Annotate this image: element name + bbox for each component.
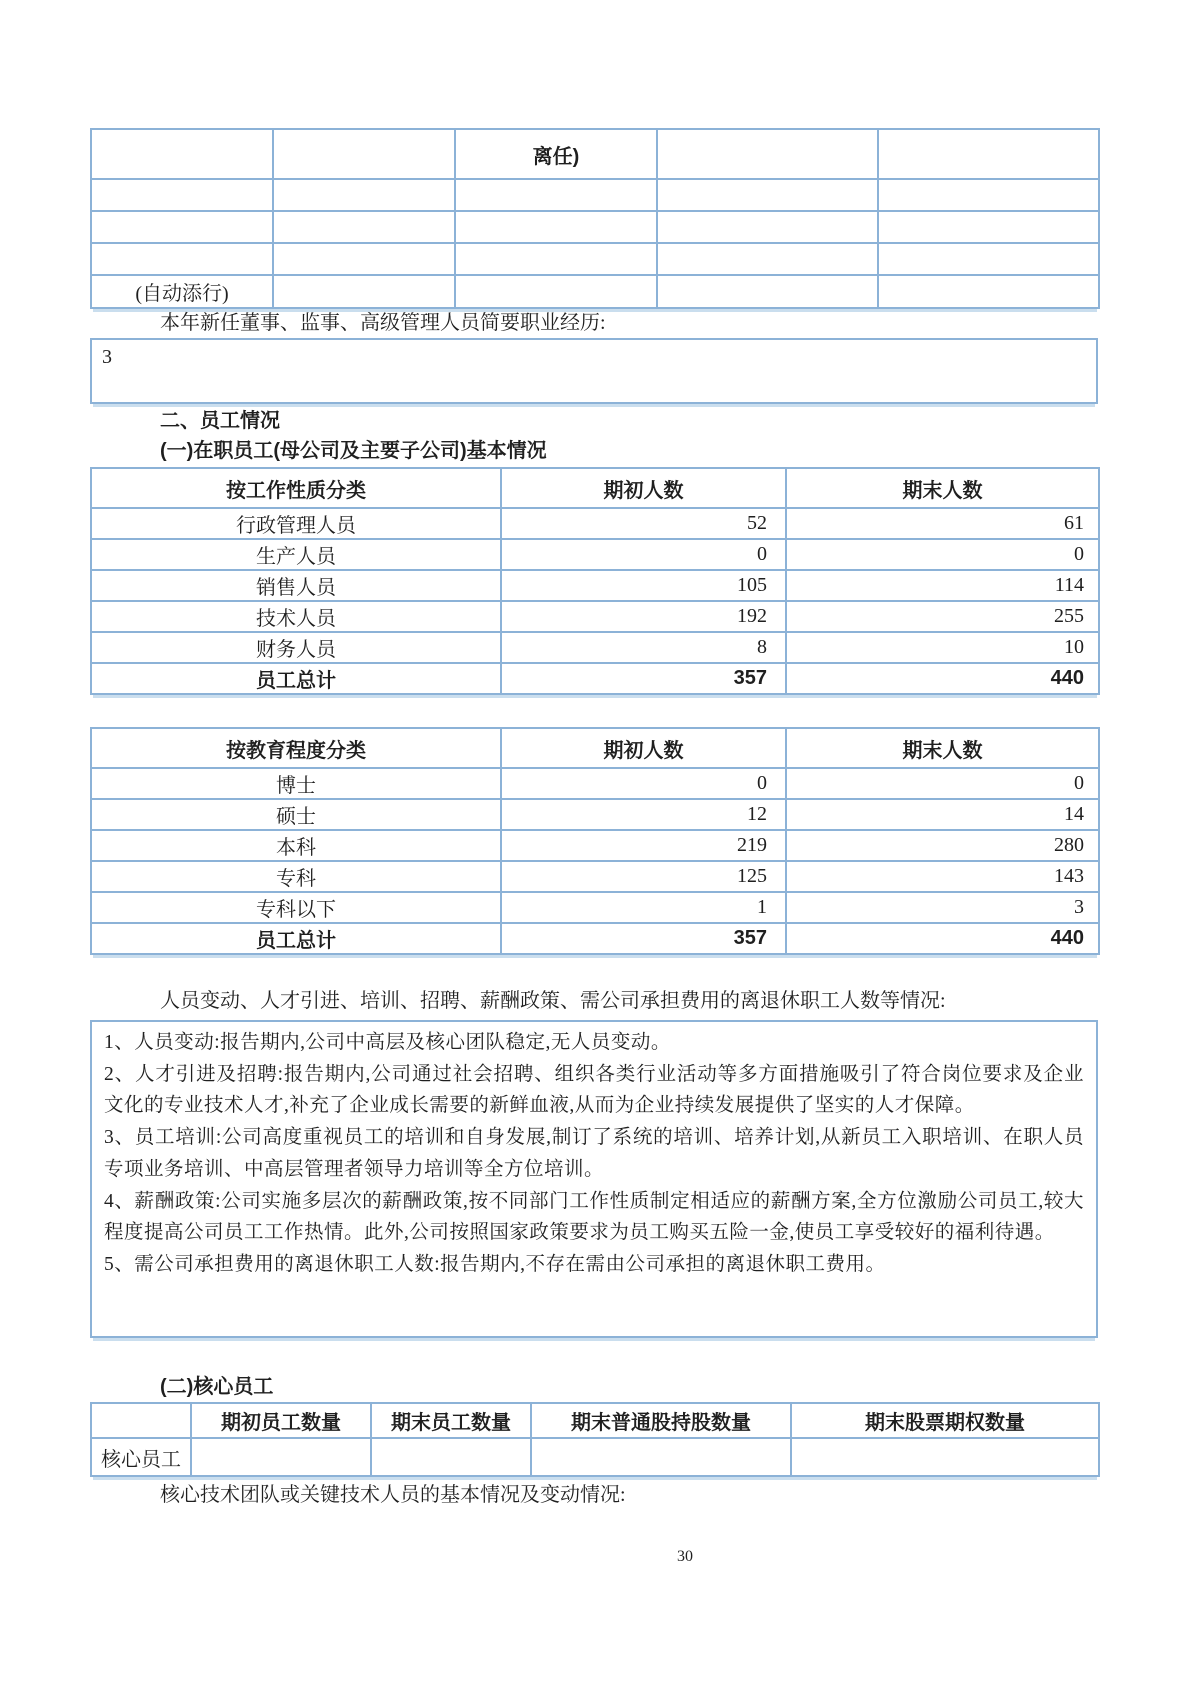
hr-policy-item: 2、人才引进及招聘:报告期内,公司通过社会招聘、组织各类行业活动等多方面措施吸引了符合岗位要求及企业文化的专业技术人才,补充了企业成长需要的新鲜血液,从而为企业持续发展提供了坚实的人才保障。 bbox=[104, 1063, 1084, 1117]
job-row-label: 行政管理人员 bbox=[91, 508, 501, 539]
edu-row-end: 280 bbox=[786, 830, 1099, 861]
job-row-end: 114 bbox=[786, 570, 1099, 601]
job-total-label: 员工总计 bbox=[91, 663, 501, 694]
edu-row-start: 12 bbox=[501, 799, 786, 830]
core-header-stock-options: 期末股票期权数量 bbox=[791, 1403, 1099, 1438]
cell-empty bbox=[791, 1438, 1099, 1476]
departure-merged-cell: 离任) bbox=[455, 129, 657, 179]
cell-empty bbox=[455, 211, 657, 243]
edu-row-end: 0 bbox=[786, 768, 1099, 799]
cell-empty bbox=[657, 129, 878, 179]
table-row bbox=[91, 539, 1099, 570]
table-row bbox=[91, 570, 1099, 601]
edu-header-end: 期末人数 bbox=[786, 728, 1099, 768]
table-row bbox=[91, 830, 1099, 861]
hr-policy-box bbox=[90, 1020, 1098, 1338]
job-row-start: 52 bbox=[501, 508, 786, 539]
edu-row-end: 143 bbox=[786, 861, 1099, 892]
edu-header-start: 期初人数 bbox=[501, 728, 786, 768]
edu-row-label: 硕士 bbox=[91, 799, 501, 830]
cell-empty bbox=[657, 275, 878, 308]
job-category-table bbox=[90, 467, 1100, 695]
edu-header-category: 按教育程度分类 bbox=[91, 728, 501, 768]
job-row-end: 10 bbox=[786, 632, 1099, 663]
cell-empty bbox=[91, 129, 273, 179]
cell-empty bbox=[91, 243, 273, 275]
edu-level-table bbox=[90, 727, 1100, 955]
edu-total-start: 357 bbox=[501, 923, 786, 954]
cell-empty bbox=[455, 275, 657, 308]
job-total-end: 440 bbox=[786, 663, 1099, 694]
core-header-start-count: 期初员工数量 bbox=[191, 1403, 371, 1438]
edu-row-end: 14 bbox=[786, 799, 1099, 830]
table-row bbox=[91, 1438, 1099, 1476]
cell-empty bbox=[878, 129, 1099, 179]
cell-empty bbox=[191, 1438, 371, 1476]
cell-empty bbox=[878, 211, 1099, 243]
cell-empty bbox=[878, 275, 1099, 308]
edu-row-label: 专科以下 bbox=[91, 892, 501, 923]
table-row bbox=[91, 768, 1099, 799]
core-tech-note: 核心技术团队或关键技术人员的基本情况及变动情况: bbox=[160, 1484, 626, 1506]
edu-row-start: 0 bbox=[501, 768, 786, 799]
job-row-start: 0 bbox=[501, 539, 786, 570]
table-row bbox=[91, 799, 1099, 830]
cell-empty bbox=[455, 243, 657, 275]
hr-policy-label: 人员变动、人才引进、培训、招聘、薪酬政策、需公司承担费用的离退休职工人数等情况: bbox=[160, 990, 946, 1012]
cell-empty bbox=[531, 1438, 791, 1476]
page-number: 30 bbox=[677, 1548, 693, 1565]
subsection-heading-active-employees: (一)在职员工(母公司及主要子公司)基本情况 bbox=[160, 440, 547, 462]
table-row bbox=[91, 892, 1099, 923]
hr-policy-item: 3、员工培训:公司高度重视员工的培训和自身发展,制订了系统的培训、培养计划,从新员工入职培训、在职人员专项业务培训、中高层管理者领导力培训等全方位培训。 bbox=[104, 1127, 1084, 1180]
edu-row-start: 1 bbox=[501, 892, 786, 923]
cell-empty bbox=[273, 243, 455, 275]
edu-row-end: 3 bbox=[786, 892, 1099, 923]
job-row-end: 0 bbox=[786, 539, 1099, 570]
subsection-heading-core-employees: (二)核心员工 bbox=[160, 1376, 274, 1398]
cell-empty bbox=[91, 211, 273, 243]
job-row-label: 财务人员 bbox=[91, 632, 501, 663]
job-total-start: 357 bbox=[501, 663, 786, 694]
job-row-end: 255 bbox=[786, 601, 1099, 632]
hr-policy-item: 5、需公司承担费用的离退休职工人数:报告期内,不存在需由公司承担的离退休职工费用。 bbox=[104, 1253, 886, 1275]
section-heading-employees: 二、员工情况 bbox=[160, 410, 280, 432]
career-history-label: 本年新任董事、监事、高级管理人员简要职业经历: bbox=[160, 312, 606, 334]
career-history-box bbox=[90, 338, 1098, 404]
table-row bbox=[91, 508, 1099, 539]
job-header-end: 期末人数 bbox=[786, 468, 1099, 508]
auto-add-row-cell: (自动添行) bbox=[91, 275, 273, 308]
edu-row-label: 本科 bbox=[91, 830, 501, 861]
career-history-box-content: 3 bbox=[102, 346, 112, 368]
cell-empty bbox=[273, 211, 455, 243]
core-header-end-count: 期末员工数量 bbox=[371, 1403, 531, 1438]
job-row-label: 技术人员 bbox=[91, 601, 501, 632]
core-header-blank bbox=[91, 1403, 191, 1438]
hr-policy-item: 1、人员变动:报告期内,公司中高层及核心团队稳定,无人员变动。 bbox=[104, 1032, 671, 1053]
edu-row-start: 219 bbox=[501, 830, 786, 861]
cell-empty bbox=[878, 243, 1099, 275]
cell-empty bbox=[657, 211, 878, 243]
job-header-start: 期初人数 bbox=[501, 468, 786, 508]
cell-empty bbox=[657, 179, 878, 211]
job-row-end: 61 bbox=[786, 508, 1099, 539]
edu-total-label: 员工总计 bbox=[91, 923, 501, 954]
job-row-start: 8 bbox=[501, 632, 786, 663]
job-row-start: 192 bbox=[501, 601, 786, 632]
edu-row-label: 专科 bbox=[91, 861, 501, 892]
hr-policy-item: 4、薪酬政策:公司实施多层次的薪酬政策,按不同部门工作性质制定相适应的薪酬方案,全方位激励公司员工,较大程度提高公司员工工作热情。此外,公司按照国家政策要求为员工购买五险一金,使员工享受较好的福利待遇。 bbox=[104, 1190, 1084, 1244]
table-row bbox=[91, 861, 1099, 892]
job-header-category: 按工作性质分类 bbox=[91, 468, 501, 508]
cell-empty bbox=[91, 179, 273, 211]
edu-row-start: 125 bbox=[501, 861, 786, 892]
cell-empty bbox=[273, 275, 455, 308]
cell-empty bbox=[878, 179, 1099, 211]
departure-table bbox=[90, 128, 1100, 309]
table-row bbox=[91, 601, 1099, 632]
job-row-label: 销售人员 bbox=[91, 570, 501, 601]
core-row-label: 核心员工 bbox=[91, 1438, 191, 1476]
edu-row-label: 博士 bbox=[91, 768, 501, 799]
table-total-row bbox=[91, 663, 1099, 694]
table-total-row bbox=[91, 923, 1099, 954]
cell-empty bbox=[455, 179, 657, 211]
cell-empty bbox=[273, 129, 455, 179]
core-header-common-shares: 期末普通股持股数量 bbox=[531, 1403, 791, 1438]
cell-empty bbox=[657, 243, 878, 275]
job-row-label: 生产人员 bbox=[91, 539, 501, 570]
table-row bbox=[91, 632, 1099, 663]
edu-total-end: 440 bbox=[786, 923, 1099, 954]
job-row-start: 105 bbox=[501, 570, 786, 601]
cell-empty bbox=[371, 1438, 531, 1476]
cell-empty bbox=[273, 179, 455, 211]
core-employee-table bbox=[90, 1402, 1100, 1477]
